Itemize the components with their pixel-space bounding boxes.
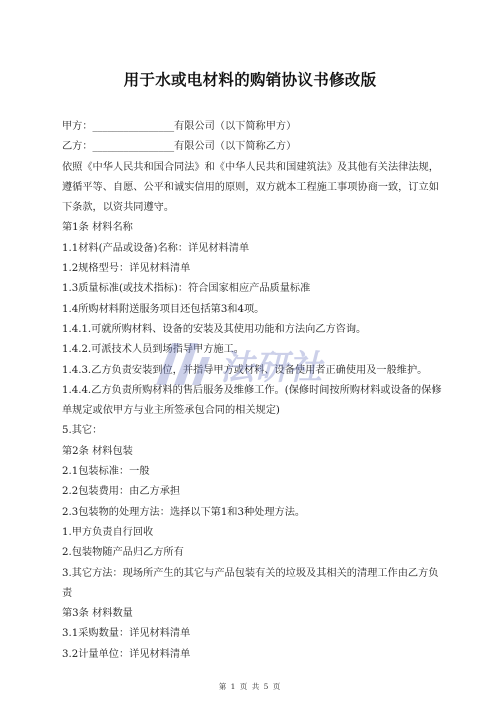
party-a-line: 甲方：________________有限公司（以下简称甲方） [62, 121, 297, 132]
option-3-line-2: 责 [62, 587, 73, 599]
page-footer: 第 1 页 共 5 页 [218, 682, 282, 691]
preamble-line-3: 下条款，以资共同遵守。 [62, 202, 175, 214]
clause-1-4-3: 1.4.3.乙方负责安装到位，并指导甲方或材料、设备使用者正确使用及一般维护。 [62, 364, 428, 376]
clause-1-3: 1.3质量标准(或技术指标)：符合国家相应产品质量标准 [62, 283, 311, 295]
clause-1-4-4-line-1: 1.4.4.乙方负责所购材料的售后服务及维修工作。(保修时间按所购材料或设备的保修 [62, 384, 442, 396]
document-title: 用于水或电材料的购销协议书修改版 [123, 71, 377, 89]
clause-1-4-1: 1.4.1.可就所购材料、设备的安装及其使用功能和方法向乙方咨询。 [62, 323, 367, 335]
preamble-line-1: 依照《中华人民共和国合同法》和《中华人民共和国建筑法》及其他有关法律法规， [62, 161, 439, 173]
article-2-heading: 第2条 材料包装 [62, 445, 133, 457]
party-b-line: 乙方：________________有限公司（以下简称乙方） [62, 141, 297, 153]
article-1-heading: 第1条 材料名称 [62, 222, 133, 234]
clause-1-4-2: 1.4.2.可派技术人员到场指导甲方施工。 [62, 344, 244, 356]
clause-3-1: 3.1采购数量：详见材料清单 [62, 628, 191, 640]
clause-1-4-4-line-2: 单规定或依甲方与业主所签承包合同的相关规定) [62, 405, 280, 417]
clause-1-1: 1.1材料(产品或设备)名称：详见材料清单 [62, 242, 250, 254]
preamble-line-2: 遵循平等、自愿、公平和诚实信用的原则，双方就本工程施工事项协商一致，订立如 [62, 181, 439, 193]
option-1: 1.甲方负责自行回收 [62, 526, 154, 538]
clause-2-1: 2.1包装标准：一般 [62, 466, 150, 478]
clause-1-4: 1.4所购材料附送服务项目还包括第3和4项。 [62, 303, 265, 315]
option-2: 2.包装物随产品归乙方所有 [62, 547, 184, 559]
clause-1-2: 1.2规格型号：详见材料清单 [62, 263, 191, 275]
watermark-text: 法研社 [220, 348, 322, 388]
option-3-line-1: 3.其它方法：现场所产生的其它与产品包装有关的垃圾及其相关的清理工作由乙方负 [62, 567, 439, 579]
clause-2-2: 2.2包装费用：由乙方承担 [62, 486, 181, 498]
clause-2-3: 2.3包装物的处理方法：选择以下第1和3种处理方法。 [62, 506, 306, 518]
article-3-heading: 第3条 材料数量 [62, 608, 133, 620]
document-body [62, 117, 454, 665]
clause-5-other: 5.其它： [62, 425, 103, 437]
clause-3-2: 3.2计量单位：详见材料清单 [62, 648, 191, 660]
